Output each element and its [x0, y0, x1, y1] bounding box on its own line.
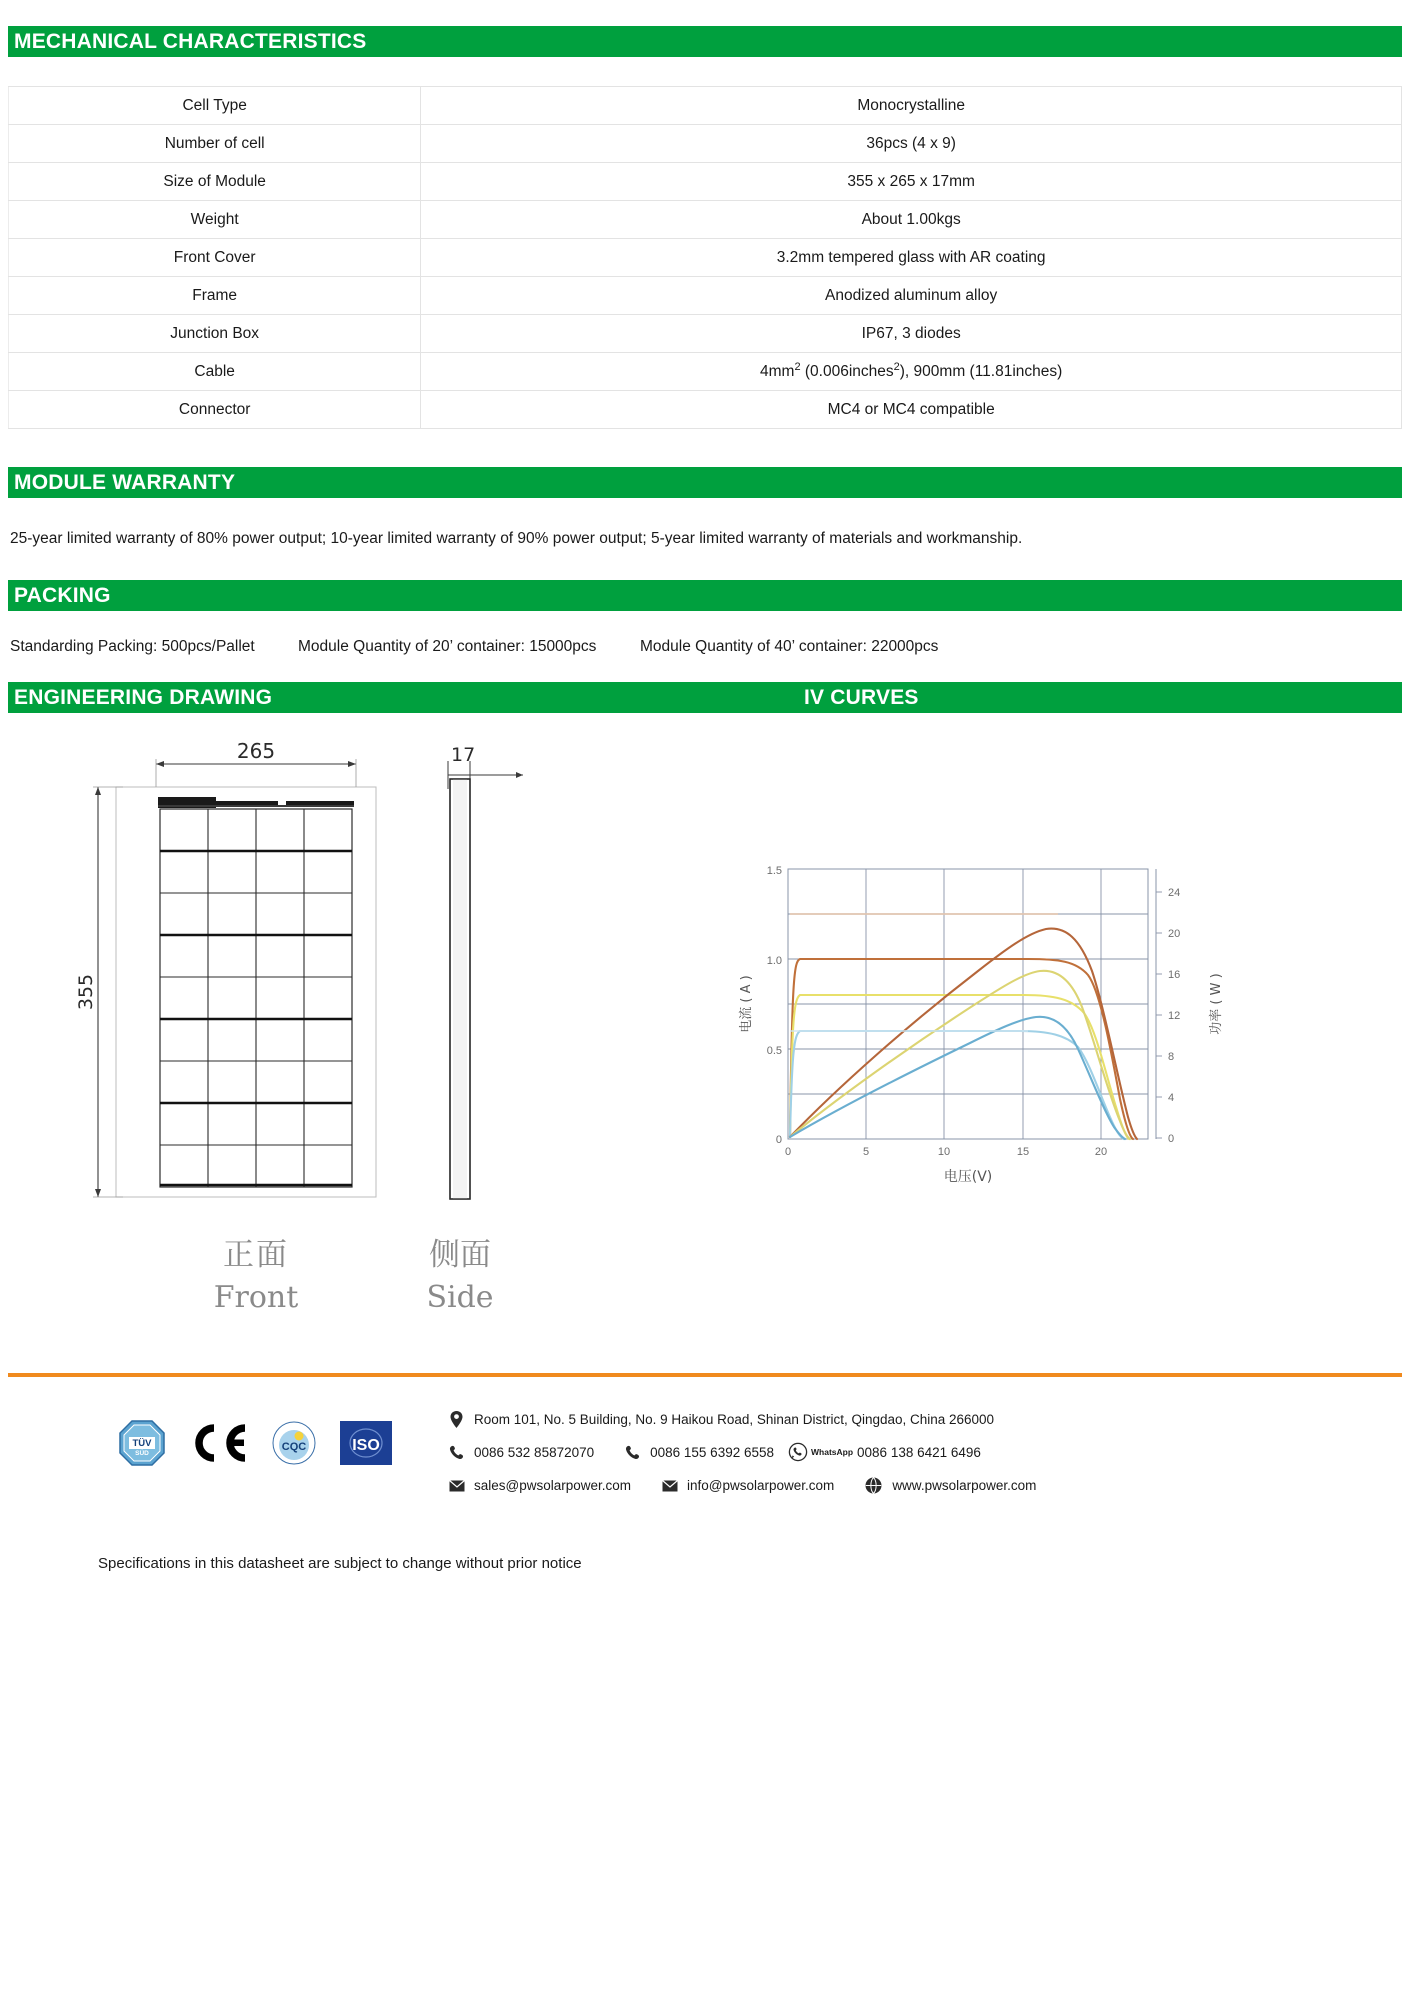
table-body	[9, 87, 1402, 429]
spacer-warranty	[8, 429, 1402, 467]
row-key: Size of Module	[9, 163, 421, 201]
cable-a: 4mm	[760, 363, 795, 381]
disclaimer-text: Specifications in this datasheet are subject to change without prior notice	[98, 1555, 582, 1572]
row-key: Number of cell	[9, 125, 421, 163]
x-tick: 15	[1016, 1146, 1030, 1158]
iv-chart-svg	[728, 849, 1288, 1269]
y2-tick: 16	[1168, 969, 1181, 981]
cable-sup2: 2	[893, 361, 900, 374]
y-tick: 0	[775, 1134, 782, 1146]
x-axis-label: 电压(V)	[943, 1169, 993, 1185]
phone-2-text[interactable]: 0086 155 6392 6558	[650, 1444, 774, 1460]
spacer-packing	[8, 552, 1402, 580]
row-value: 355 x 265 x 17mm	[421, 163, 1402, 201]
packing-container-20: Module Quantity of 20’ container: 15000pcs	[298, 638, 597, 655]
contact-email-line	[448, 1476, 1036, 1495]
drawing-svg	[8, 739, 708, 1359]
envelope-icon	[448, 1477, 465, 1494]
location-pin-icon	[448, 1411, 465, 1428]
cable-c: ), 900mm (11.81inches)	[899, 363, 1063, 381]
email-2-group	[661, 1477, 834, 1494]
y-tick: 1.0	[766, 955, 782, 967]
table-row	[9, 239, 1402, 277]
packing-container-40: Module Quantity of 40’ container: 22000pcs	[640, 638, 939, 655]
dim-thickness-label: 17	[451, 744, 476, 766]
dim-height-label: 355	[75, 973, 97, 1011]
packing-info	[10, 638, 1402, 656]
row-value: MC4 or MC4 compatible	[421, 391, 1402, 429]
phone-2-group	[624, 1444, 774, 1461]
iso-icon	[340, 1419, 392, 1467]
row-value: 36pcs (4 x 9)	[421, 125, 1402, 163]
row-key: Cell Type	[9, 87, 421, 125]
section-header-iv: IV CURVES	[804, 686, 919, 709]
y2-tick: 24	[1168, 887, 1181, 899]
row-value: 3.2mm tempered glass with AR coating	[421, 239, 1402, 277]
iv-curve-chart	[708, 739, 1402, 1359]
website-group	[864, 1476, 1036, 1495]
footer	[8, 1377, 1402, 1509]
side-label-cn: 侧面	[429, 1237, 491, 1273]
y-axis-label: 电流 ( A )	[739, 975, 754, 1033]
phone-1-group	[448, 1444, 594, 1461]
front-label-cn: 正面	[223, 1237, 289, 1273]
row-key: Cable	[9, 353, 421, 391]
row-key: Connector	[9, 391, 421, 429]
x-tick: 20	[1094, 1146, 1108, 1158]
y-tick: 1.5	[766, 865, 782, 877]
table-row	[9, 125, 1402, 163]
y2-tick: 20	[1168, 928, 1181, 940]
y2-tick: 8	[1168, 1051, 1175, 1063]
svg-text:TÜV: TÜV	[132, 1438, 152, 1449]
row-key: Junction Box	[9, 315, 421, 353]
svg-text:ISO: ISO	[352, 1437, 380, 1454]
section-header-drawing-iv	[8, 682, 1402, 713]
top-spacer	[8, 0, 1402, 26]
website-text[interactable]: www.pwsolarpower.com	[892, 1478, 1037, 1493]
table-row	[9, 391, 1402, 429]
certification-logos	[8, 1411, 392, 1467]
table-row	[9, 277, 1402, 315]
table-row	[9, 315, 1402, 353]
table-row	[9, 163, 1402, 201]
x-tick: 5	[862, 1146, 870, 1158]
table-row	[9, 201, 1402, 239]
spacer-drawing	[8, 656, 1402, 682]
phone-1-text[interactable]: 0086 532 85872070	[474, 1444, 595, 1460]
table-row	[9, 353, 1402, 391]
warranty-text: 25-year limited warranty of 80% power output; 10-year limited warranty of 90% power output; 5-year limited warranty of materials and workmanship.	[10, 530, 1023, 547]
side-label-en: Side	[426, 1280, 494, 1315]
y2-tick: 4	[1168, 1092, 1175, 1104]
row-value: IP67, 3 diodes	[421, 315, 1402, 353]
section-header-engineering: ENGINEERING DRAWING	[14, 686, 273, 709]
email-2-text[interactable]: info@pwsolarpower.com	[687, 1478, 835, 1493]
cqc-icon	[270, 1419, 318, 1467]
whatsapp-icon	[788, 1442, 808, 1462]
y2-tick: 12	[1168, 1010, 1181, 1022]
svg-text:CQC: CQC	[281, 1441, 307, 1453]
globe-icon	[864, 1476, 883, 1495]
x-tick: 10	[937, 1146, 951, 1158]
dim-width-label: 265	[236, 739, 276, 763]
whatsapp-group	[788, 1442, 981, 1462]
phone-icon	[448, 1444, 465, 1461]
y2-axis-label: 功率 ( W )	[1209, 973, 1224, 1035]
table-row	[9, 87, 1402, 125]
tuv-sud-icon	[118, 1419, 166, 1467]
curve-iv-800	[790, 995, 1129, 1139]
packing-standard: Standarding Packing: 500pcs/Pallet	[10, 638, 255, 655]
section-header-warranty: MODULE WARRANTY	[8, 467, 1402, 498]
mechanical-characteristics-table	[8, 86, 1402, 429]
cable-sup1: 2	[794, 361, 801, 374]
svg-text:SÜD: SÜD	[135, 1450, 149, 1457]
section-header-packing: PACKING	[8, 580, 1402, 611]
curve-pv-600	[790, 1017, 1125, 1139]
curve-iv-600	[790, 1031, 1124, 1139]
row-key: Frame	[9, 277, 421, 315]
engineering-drawing	[8, 739, 708, 1359]
row-key: Front Cover	[9, 239, 421, 277]
ce-icon	[188, 1421, 248, 1465]
row-value: Monocrystalline	[421, 87, 1402, 125]
contact-address-line	[448, 1411, 1036, 1428]
row-value-cable	[421, 353, 1402, 391]
row-value: About 1.00kgs	[421, 201, 1402, 239]
y-tick: 0.5	[766, 1045, 782, 1057]
section-header-mechanical: MECHANICAL CHARACTERISTICS	[8, 26, 1402, 57]
whatsapp-label: WhatsApp	[811, 1447, 854, 1457]
figures-area	[8, 739, 1402, 1359]
cable-b: (0.006inches	[800, 363, 894, 381]
envelope-icon	[661, 1477, 678, 1494]
email-1-group	[448, 1477, 631, 1494]
address-text: Room 101, No. 5 Building, No. 9 Haikou Road, Shinan District, Qingdao, China 266000	[474, 1412, 995, 1427]
front-label-en: Front	[213, 1280, 299, 1315]
email-1-text[interactable]: sales@pwsolarpower.com	[474, 1478, 632, 1493]
contact-block	[392, 1411, 1036, 1509]
row-key: Weight	[9, 201, 421, 239]
contact-phone-line	[448, 1442, 1036, 1462]
row-value: Anodized aluminum alloy	[421, 277, 1402, 315]
x-tick: 0	[784, 1146, 792, 1158]
whatsapp-number[interactable]: 0086 138 6421 6496	[857, 1444, 981, 1460]
y2-tick: 0	[1168, 1133, 1175, 1145]
phone-icon	[624, 1444, 641, 1461]
